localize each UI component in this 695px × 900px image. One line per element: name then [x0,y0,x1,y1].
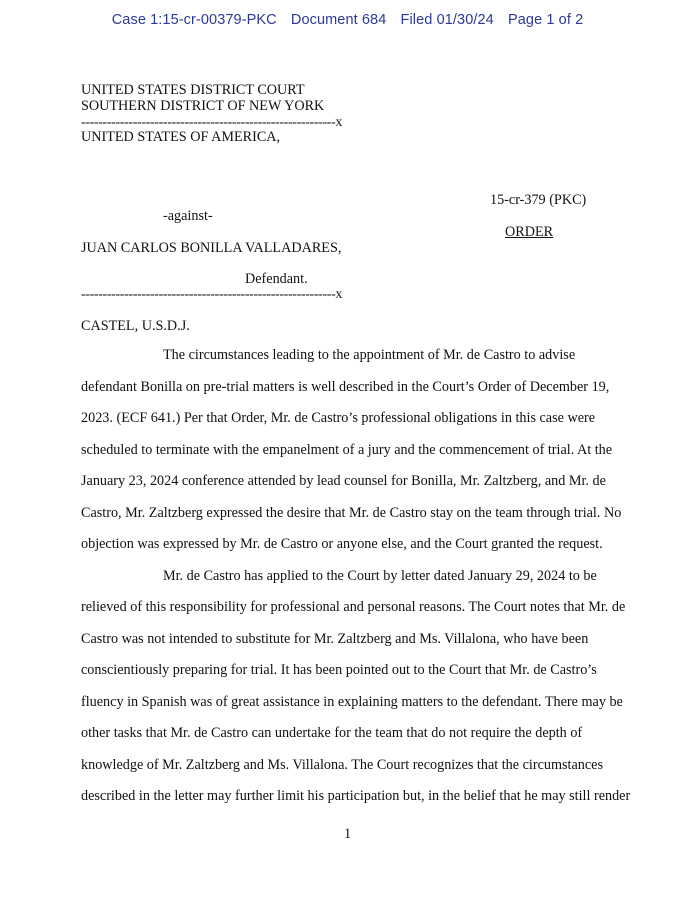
caption-divider-top: -----------------------------------------------------------x [81,115,343,130]
paragraph-line: defendant Bonilla on pre-trial matters is well described in the Court’s Order of December 19, [81,378,610,395]
paragraph-line: fluency in Spanish was of great assistance in explaining matters to the defendant. There may be [81,693,623,710]
paragraph-line: 2023. (ECF 641.) Per that Order, Mr. de Castro’s professional obligations in this case were [81,410,596,426]
paragraph-line: scheduled to terminate with the empanelment of a jury and the commencement of trial. At the [81,441,613,458]
paragraph-line: Castro was not intended to substitute for Mr. Zaltzberg and Ms. Villalona, who have been [81,630,589,647]
order-body [81,340,631,813]
paragraph-1 [81,340,622,561]
page-number: 1 [343,826,352,842]
plaintiff-name: UNITED STATES OF AMERICA, [81,129,281,145]
defendant-label: Defendant. [245,271,308,287]
paragraph-line: Mr. de Castro has applied to the Court by letter dated January 29, 2024 to be [163,567,597,584]
paragraph-line: relieved of this responsibility for professional and personal reasons. The Court notes that Mr. de [81,599,626,615]
paragraph-line: knowledge of Mr. Zaltzberg and Ms. Villalona. The Court recognizes that the circumstances [81,756,603,773]
filed-date: Filed 01/30/24 [400,12,494,28]
paragraph-line: January 23, 2024 conference attended by lead counsel for Bonilla, Mr. Zaltzberg, and Mr. de [81,473,606,489]
caption-divider-bottom: -----------------------------------------------------------x [81,287,343,302]
case-number-header: Case 1:15-cr-00379-PKC [111,12,277,28]
paragraph-line: conscientiously preparing for trial. It has been pointed out to the Court that Mr. de Castro’s [81,662,597,678]
document-title: ORDER [505,224,554,240]
page-indicator: Page 1 of 2 [507,12,584,28]
court-name-line1: UNITED STATES DISTRICT COURT [81,82,305,98]
paragraph-line: described in the letter may further limit his participation but, in the belief that he may still render [81,788,631,804]
paragraph-line: Castro, Mr. Zaltzberg expressed the desire that Mr. de Castro stay on the team through trial. No [81,504,622,521]
paragraph-line: other tasks that Mr. de Castro can undertake for the team that do not require the depth of [81,725,583,741]
paragraph-line: objection was expressed by Mr. de Castro or anyone else, and the Court granted the request. [81,536,603,552]
court-name-line2: SOUTHERN DISTRICT OF NEW YORK [81,98,325,114]
case-number: 15-cr-379 (PKC) [490,192,587,208]
ecf-header [0,12,695,28]
judge-signature-line: CASTEL, U.S.D.J. [81,318,190,334]
defendant-name: JUAN CARLOS BONILLA VALLADARES, [81,240,342,256]
against-label: -against- [163,208,213,224]
paragraph-2 [81,561,631,813]
paragraph-line: The circumstances leading to the appointment of Mr. de Castro to advise [163,347,576,363]
document-number: Document 684 [290,12,387,28]
